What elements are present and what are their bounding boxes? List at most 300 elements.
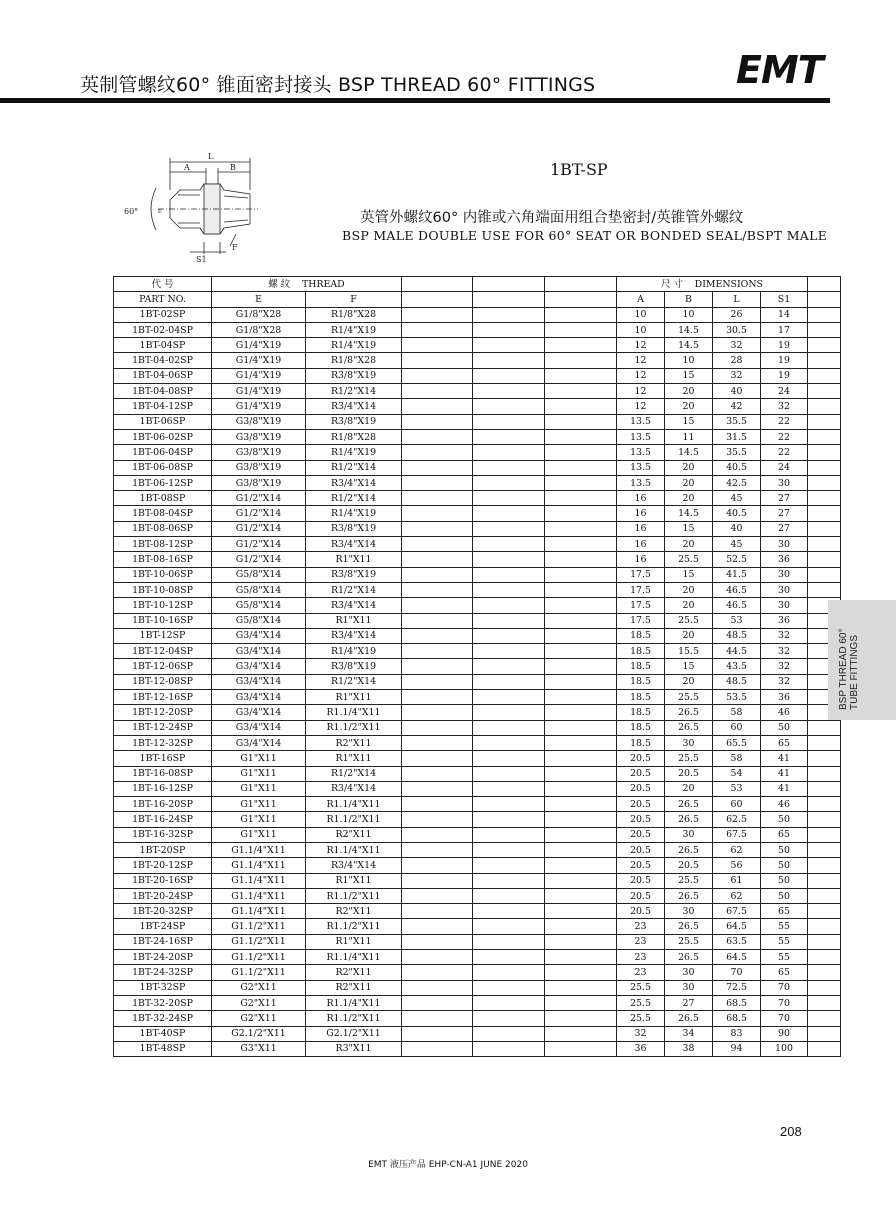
table-row [114, 827, 841, 842]
table-cell: R1.1/4"X11 [306, 995, 402, 1010]
empty-cell [473, 414, 545, 429]
table-cell: 40 [713, 384, 761, 399]
table-cell: 14 [761, 307, 808, 322]
empty-cell [545, 598, 617, 613]
table-cell: 65 [761, 827, 808, 842]
table-cell: 20 [665, 475, 713, 490]
table-cell: 72.5 [713, 980, 761, 995]
table-cell: G1.1/2"X11 [212, 950, 306, 965]
empty-cell [473, 674, 545, 689]
table-cell: 26.5 [665, 705, 713, 720]
empty-cell [402, 552, 473, 567]
table-cell: 40 [713, 521, 761, 536]
table-cell: 1BT-12-08SP [114, 674, 212, 689]
table-cell: 30.5 [713, 322, 761, 337]
table-cell: G1/2"X14 [212, 506, 306, 521]
table-cell: 36 [761, 552, 808, 567]
header-col-b: B [665, 292, 713, 307]
table-cell: G3/8"X19 [212, 445, 306, 460]
table-cell: 35.5 [713, 414, 761, 429]
table-cell: R1.1/2"X11 [306, 919, 402, 934]
table-cell: 32 [761, 659, 808, 674]
table-cell: R1.1/4"X11 [306, 797, 402, 812]
table-cell: 46 [761, 797, 808, 812]
table-cell: 68.5 [713, 1011, 761, 1026]
empty-cell [545, 934, 617, 949]
empty-cell [473, 491, 545, 506]
table-row [114, 429, 841, 444]
empty-cell [545, 368, 617, 383]
empty-cell [473, 368, 545, 383]
table-cell: 1BT-16SP [114, 751, 212, 766]
page-header-title: 英制管螺纹60° 锥面密封接头 BSP THREAD 60° FITTINGS [80, 74, 596, 96]
table-cell: R1.1/2"X11 [306, 1011, 402, 1026]
table-cell: R1/8"X28 [306, 307, 402, 322]
table-cell: 1BT-16-32SP [114, 827, 212, 842]
empty-cell [545, 735, 617, 750]
table-cell: G1"X11 [212, 766, 306, 781]
empty-cell [402, 980, 473, 995]
drawing-label-angle: 60° [124, 207, 139, 216]
table-cell: R1.1/2"X11 [306, 720, 402, 735]
table-cell: G1/2"X14 [212, 491, 306, 506]
empty-cell [402, 598, 473, 613]
table-cell: 70 [761, 1011, 808, 1026]
table-cell: R1/2"X14 [306, 766, 402, 781]
table-row [114, 766, 841, 781]
empty-cell [473, 445, 545, 460]
empty-cell [402, 904, 473, 919]
table-cell: 30 [761, 567, 808, 582]
table-cell: G1/8"X28 [212, 322, 306, 337]
table-cell: 20 [665, 781, 713, 796]
table-row [114, 475, 841, 490]
empty-cell [545, 613, 617, 628]
table-cell: 45 [713, 537, 761, 552]
table-cell: 1BT-08-06SP [114, 521, 212, 536]
table-cell: 34 [665, 1026, 713, 1041]
table-cell: G3/4"X14 [212, 674, 306, 689]
table-cell: G1"X11 [212, 827, 306, 842]
table-cell: 18.5 [617, 705, 665, 720]
table-cell: 53 [713, 613, 761, 628]
table-cell: 25.5 [617, 995, 665, 1010]
table-cell: 35.5 [713, 445, 761, 460]
empty-cell [808, 858, 841, 873]
empty-cell [545, 322, 617, 337]
empty-cell [402, 506, 473, 521]
empty-cell [473, 399, 545, 414]
table-cell: 16 [617, 521, 665, 536]
empty-cell [473, 644, 545, 659]
table-cell: 16 [617, 506, 665, 521]
table-cell: 18.5 [617, 628, 665, 643]
table-cell: G1/2"X14 [212, 521, 306, 536]
table-cell: 12 [617, 368, 665, 383]
empty-cell [402, 491, 473, 506]
table-cell: R1/4"X19 [306, 445, 402, 460]
empty-cell [545, 995, 617, 1010]
table-cell: R1.1/4"X11 [306, 842, 402, 857]
table-cell: R1/2"X14 [306, 491, 402, 506]
empty-cell [808, 552, 841, 567]
empty-cell [545, 384, 617, 399]
table-cell: 24 [761, 460, 808, 475]
empty-cell [545, 858, 617, 873]
table-cell: 42.5 [713, 475, 761, 490]
table-cell: G3/8"X19 [212, 429, 306, 444]
brand-logo: EMT [736, 48, 823, 92]
empty-cell [402, 812, 473, 827]
table-cell: 1BT-12-24SP [114, 720, 212, 735]
empty-cell [473, 384, 545, 399]
table-cell: G3/4"X14 [212, 628, 306, 643]
table-cell: R1"X11 [306, 552, 402, 567]
table-cell: R1"X11 [306, 934, 402, 949]
table-cell: 63.5 [713, 934, 761, 949]
table-cell: R2"X11 [306, 827, 402, 842]
empty-cell [402, 307, 473, 322]
table-cell: 32 [713, 338, 761, 353]
table-row [114, 842, 841, 857]
table-cell: G3/4"X14 [212, 705, 306, 720]
table-cell: 20 [665, 674, 713, 689]
table-cell: 1BT-48SP [114, 1041, 212, 1056]
table-cell: 1BT-08-04SP [114, 506, 212, 521]
table-cell: 1BT-16-24SP [114, 812, 212, 827]
table-cell: 10 [617, 322, 665, 337]
table-cell: G3/8"X19 [212, 475, 306, 490]
table-cell: 15 [665, 567, 713, 582]
empty-cell [808, 812, 841, 827]
table-cell: 16 [617, 491, 665, 506]
table-cell: 40.5 [713, 506, 761, 521]
table-cell: 52.5 [713, 552, 761, 567]
empty-cell [808, 384, 841, 399]
table-cell: 30 [665, 980, 713, 995]
table-cell: R3/4"X14 [306, 399, 402, 414]
empty-cell [473, 766, 545, 781]
header-col-e: E [212, 292, 306, 307]
empty-cell [402, 950, 473, 965]
product-description-cn: 英管外螺纹60° 内锥或六角端面用组合垫密封/英锥管外螺纹 [360, 210, 744, 226]
table-cell: 65 [761, 965, 808, 980]
table-cell: 56 [713, 858, 761, 873]
table-cell: 90 [761, 1026, 808, 1041]
empty-cell [808, 720, 841, 735]
table-cell: 20 [665, 598, 713, 613]
table-cell: 25.5 [665, 552, 713, 567]
dimensions-table [113, 276, 841, 1057]
empty-cell [545, 827, 617, 842]
empty-cell [545, 628, 617, 643]
table-cell: G2"X11 [212, 980, 306, 995]
table-cell: 54 [713, 766, 761, 781]
table-cell: 20.5 [617, 904, 665, 919]
table-cell: 1BT-10-06SP [114, 567, 212, 582]
empty-cell [473, 537, 545, 552]
table-subheader-row [114, 292, 841, 307]
table-cell: 1BT-04SP [114, 338, 212, 353]
table-cell: 41 [761, 751, 808, 766]
empty-cell [402, 445, 473, 460]
table-cell: 1BT-20-16SP [114, 873, 212, 888]
table-cell: 17 [761, 322, 808, 337]
table-row [114, 720, 841, 735]
table-cell: R1/2"X14 [306, 384, 402, 399]
empty-cell [402, 414, 473, 429]
table-cell: 1BT-24-20SP [114, 950, 212, 965]
table-cell: 13.5 [617, 445, 665, 460]
table-cell: 42 [713, 399, 761, 414]
table-cell: 1BT-06-02SP [114, 429, 212, 444]
empty-cell [808, 873, 841, 888]
table-cell: 20 [665, 384, 713, 399]
table-cell: 20.5 [617, 766, 665, 781]
empty-cell [402, 537, 473, 552]
table-cell: 32 [713, 368, 761, 383]
table-cell: 23 [617, 919, 665, 934]
table-cell: R1/8"X28 [306, 353, 402, 368]
table-cell: 13.5 [617, 414, 665, 429]
empty-cell [545, 766, 617, 781]
table-cell: G3/4"X14 [212, 735, 306, 750]
table-cell: G1/4"X19 [212, 338, 306, 353]
empty-cell [473, 888, 545, 903]
table-row [114, 1026, 841, 1041]
table-cell: 20.5 [665, 858, 713, 873]
table-cell: G1/4"X19 [212, 399, 306, 414]
table-cell: G1.1/4"X11 [212, 842, 306, 857]
table-cell: 25.5 [617, 980, 665, 995]
empty-cell [545, 475, 617, 490]
table-cell: 1BT-08-12SP [114, 537, 212, 552]
table-row [114, 567, 841, 582]
table-cell: 16 [617, 537, 665, 552]
empty-cell [402, 368, 473, 383]
table-cell: R2"X11 [306, 735, 402, 750]
table-row [114, 353, 841, 368]
table-cell: G1.1/4"X11 [212, 888, 306, 903]
empty-cell [473, 1041, 545, 1056]
table-cell: R2"X11 [306, 965, 402, 980]
empty-cell [473, 797, 545, 812]
table-cell: 64.5 [713, 950, 761, 965]
table-cell: 1BT-20-24SP [114, 888, 212, 903]
table-cell: 25.5 [665, 690, 713, 705]
table-cell: G1/8"X28 [212, 307, 306, 322]
empty-cell [545, 491, 617, 506]
table-cell: 17.5 [617, 567, 665, 582]
table-cell: 46.5 [713, 598, 761, 613]
empty-cell [473, 904, 545, 919]
empty-cell [808, 995, 841, 1010]
empty-cell [402, 781, 473, 796]
empty-cell [473, 521, 545, 536]
empty-cell [402, 460, 473, 475]
table-cell: 40.5 [713, 460, 761, 475]
empty-cell [545, 888, 617, 903]
table-cell: 12 [617, 384, 665, 399]
empty-cell [473, 506, 545, 521]
empty-cell [808, 1041, 841, 1056]
empty-cell [473, 628, 545, 643]
empty-cell [473, 950, 545, 965]
table-cell: R1"X11 [306, 751, 402, 766]
empty-cell [402, 628, 473, 643]
table-cell: 30 [761, 582, 808, 597]
empty-cell [808, 399, 841, 414]
empty-cell [402, 751, 473, 766]
table-cell: 18.5 [617, 644, 665, 659]
table-row [114, 506, 841, 521]
table-cell: 46 [761, 705, 808, 720]
empty-cell [473, 552, 545, 567]
table-cell: 23 [617, 950, 665, 965]
table-cell: 14.5 [665, 506, 713, 521]
page-number: 208 [780, 1124, 802, 1139]
table-cell: 15 [665, 659, 713, 674]
header-dimensions [617, 277, 808, 292]
table-row [114, 858, 841, 873]
empty-cell [808, 567, 841, 582]
table-cell: 20.5 [617, 797, 665, 812]
empty-cell [808, 965, 841, 980]
empty-cell [545, 353, 617, 368]
empty-cell [402, 690, 473, 705]
empty-cell [402, 338, 473, 353]
table-cell: 11 [665, 429, 713, 444]
table-cell: 44.5 [713, 644, 761, 659]
table-row [114, 307, 841, 322]
table-cell: R1.1/4"X11 [306, 705, 402, 720]
empty-cell [402, 797, 473, 812]
table-cell: 1BT-10-12SP [114, 598, 212, 613]
table-row [114, 1041, 841, 1056]
table-cell: R3"X11 [306, 1041, 402, 1056]
empty-cell [808, 475, 841, 490]
empty-cell [402, 644, 473, 659]
empty-cell [545, 751, 617, 766]
table-cell: 64.5 [713, 919, 761, 934]
table-row [114, 491, 841, 506]
table-cell: 26.5 [665, 888, 713, 903]
empty-cell [402, 827, 473, 842]
table-cell: 67.5 [713, 827, 761, 842]
table-cell: R1.1/4"X11 [306, 950, 402, 965]
table-header-row [114, 277, 841, 292]
table-row [114, 613, 841, 628]
table-cell: 26.5 [665, 919, 713, 934]
empty-cell [473, 842, 545, 857]
empty-cell [545, 842, 617, 857]
empty-cell [545, 429, 617, 444]
table-cell: 30 [665, 827, 713, 842]
table-row [114, 873, 841, 888]
empty-cell [402, 842, 473, 857]
empty-cell [545, 781, 617, 796]
table-cell: 1BT-06SP [114, 414, 212, 429]
empty-cell [473, 873, 545, 888]
header-empty-cell [402, 292, 473, 307]
table-cell: 1BT-08SP [114, 491, 212, 506]
table-cell: 18.5 [617, 659, 665, 674]
table-cell: 1BT-04-08SP [114, 384, 212, 399]
empty-cell [402, 322, 473, 337]
empty-cell [808, 322, 841, 337]
table-cell: 70 [713, 965, 761, 980]
empty-cell [473, 720, 545, 735]
table-cell: 10 [665, 353, 713, 368]
empty-cell [473, 322, 545, 337]
table-row [114, 399, 841, 414]
side-tab-line2: TUBE FITTINGS [849, 635, 860, 710]
table-row [114, 797, 841, 812]
table-cell: R3/8"X19 [306, 521, 402, 536]
table-cell: R1/2"X14 [306, 460, 402, 475]
empty-cell [545, 460, 617, 475]
table-cell: 1BT-12-06SP [114, 659, 212, 674]
table-cell: 32 [761, 644, 808, 659]
empty-cell [473, 582, 545, 597]
table-cell: G1.1/4"X11 [212, 873, 306, 888]
table-cell: 1BT-32SP [114, 980, 212, 995]
table-cell: G1/2"X14 [212, 537, 306, 552]
empty-cell [473, 353, 545, 368]
header-empty-cell [473, 277, 545, 292]
table-cell: R1/8"X28 [306, 429, 402, 444]
table-cell: G5/8"X14 [212, 613, 306, 628]
table-cell: G1"X11 [212, 751, 306, 766]
table-cell: 26.5 [665, 812, 713, 827]
table-cell: 15 [665, 521, 713, 536]
table-cell: 27 [761, 491, 808, 506]
product-description-en: BSP MALE DOUBLE USE FOR 60° SEAT OR BONDED SEAL/BSPT MALE [342, 228, 828, 243]
table-cell: 27 [761, 521, 808, 536]
table-cell: G1.1/4"X11 [212, 904, 306, 919]
table-cell: G1.1/2"X11 [212, 919, 306, 934]
table-cell: G1/2"X14 [212, 552, 306, 567]
empty-cell [402, 705, 473, 720]
header-thread-en: THREAD [302, 278, 345, 290]
table-cell: 1BT-06-08SP [114, 460, 212, 475]
side-section-tab [828, 600, 896, 720]
empty-cell [545, 521, 617, 536]
table-cell: 14.5 [665, 445, 713, 460]
table-cell: 20.5 [665, 766, 713, 781]
table-cell: G5/8"X14 [212, 582, 306, 597]
drawing-label-a: A [184, 163, 190, 172]
empty-cell [808, 827, 841, 842]
table-cell: R1.1/2"X11 [306, 812, 402, 827]
table-cell: 15 [665, 414, 713, 429]
empty-cell [473, 613, 545, 628]
table-row [114, 659, 841, 674]
table-cell: 36 [761, 613, 808, 628]
table-cell: 41.5 [713, 567, 761, 582]
empty-cell [473, 858, 545, 873]
table-cell: G3"X11 [212, 1041, 306, 1056]
empty-cell [473, 919, 545, 934]
empty-cell [545, 674, 617, 689]
empty-cell [545, 980, 617, 995]
table-cell: 60 [713, 720, 761, 735]
empty-cell [402, 735, 473, 750]
empty-cell [402, 384, 473, 399]
table-cell: 16 [617, 552, 665, 567]
table-cell: 26.5 [665, 1011, 713, 1026]
header-thread-cn: 螺 纹 [268, 278, 291, 290]
